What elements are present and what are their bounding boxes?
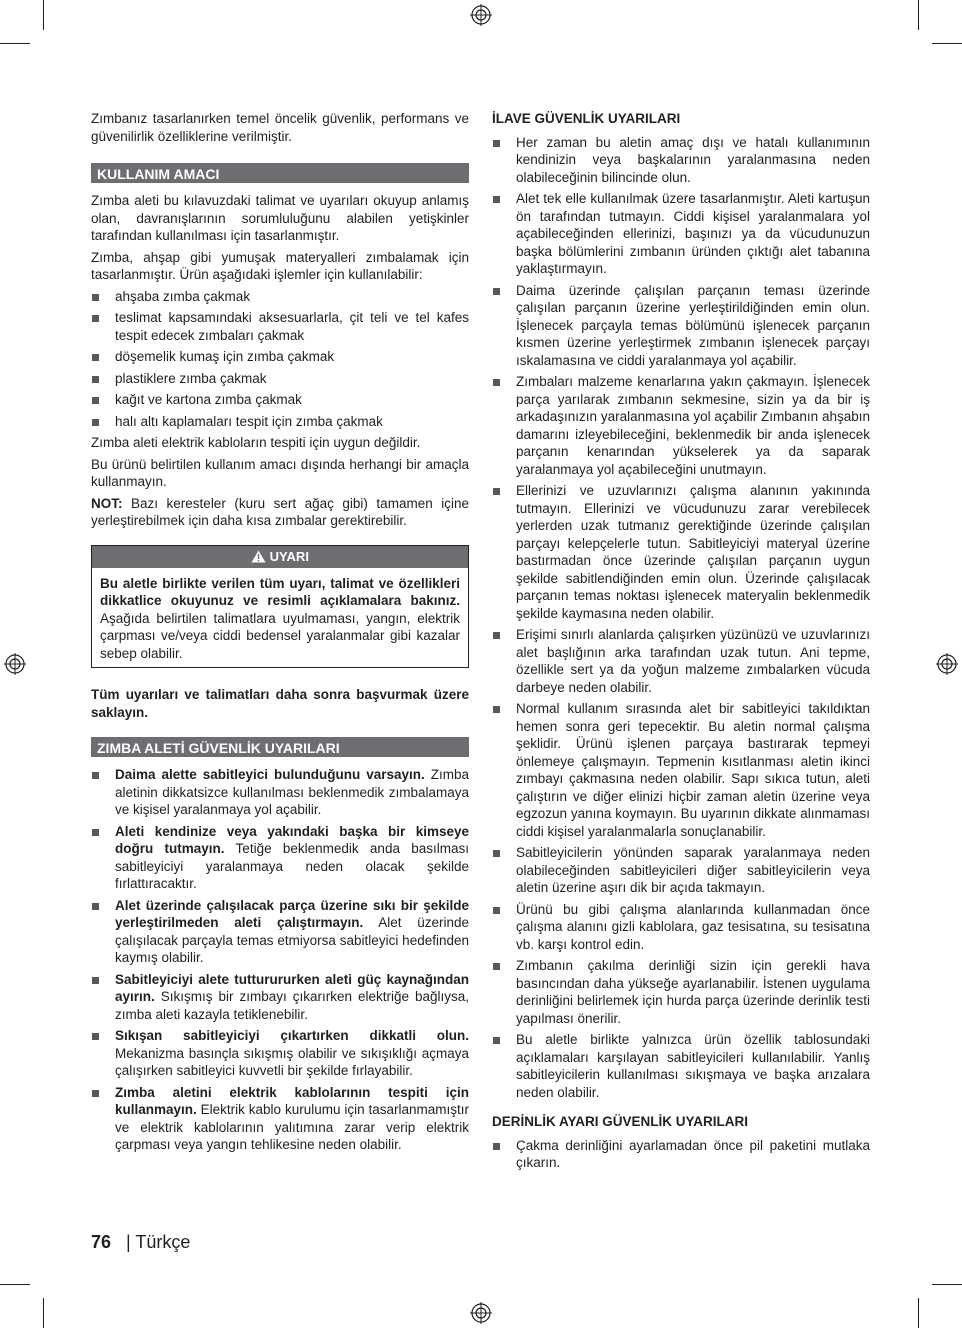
right-column <box>492 110 870 1176</box>
warning-text: Aşağıda belirtilen talimatlara uyulmaması, yangın, elektrik çarpması ve/veya ciddi bedensel yaralanmalar gibi kazalar sebep olabilir. <box>100 610 460 661</box>
item-text: Zımba aletinin dikkatsizce kullanılması beklenmedik zımbalamaya ve kişisel yaralanmaya yol açabilir. <box>115 767 469 817</box>
list-item: Her zaman bu aletin amaç dışı ve hatalı kullanımının kendinizin veya başkalarının yaralanmasına neden olabileceğinin bilincinde olun. <box>492 134 870 187</box>
list-item: Normal kullanım sırasında alet bir sabitleyici takıldıktan hemen sonra geri tepecektir. Bu aletin normal çalışma şeklidir. Ürünü işlenen parçaya bastırarak tepmeyi önlemeye çalışmayın. Tepmenin kısıtlanması aletin ikinci zımbayı çakmasına neden olabilir. Sapı sıkıca tutun, aleti çalıştırın ve diğer elinizi hiçbir zaman aletin üzerine veya egzozun yanına koymayın. Bu uyarının dikkate alınmaması ciddi kişisel yaralanmalarla sonuçlanabilir. <box>492 700 870 840</box>
list-item: Çakma derinliğini ayarlamadan önce pil paketini mutlaka çıkarın. <box>492 1137 870 1172</box>
item-text: Tetiğe beklenmedik anda basılması sabitleyiciyi yaralanmaya neden olacak şekilde fırlattıracaktır. <box>115 841 469 891</box>
paragraph: Zımba aleti elektrik kabloların tespiti için uygun değildir. <box>91 435 421 450</box>
list-item <box>91 897 469 967</box>
crop-mark <box>918 0 919 30</box>
registration-mark-icon <box>470 4 492 26</box>
additional-safety-list <box>492 134 870 1102</box>
crop-mark <box>918 1298 919 1328</box>
registration-mark-icon <box>470 1302 492 1324</box>
list-item: döşemelik kumaş için zımba çakmak <box>91 348 469 366</box>
list-item: Sabitleyicilerin yönünden saparak yaralanmaya neden olabileceğinden sabitleyicileri diğer sabitleyicilerin veya aletin üzerine aşırı dik bir açıda takmayın. <box>492 844 870 897</box>
section-heading-safety: ZIMBA ALETİ GÜVENLİK UYARILARI <box>91 737 469 757</box>
list-item: Zımbanın çakılma derinliği sizin için gerekli hava basıncından daha yükseğe ayarlanabilir. İstenen uygulama derinliğini belirlemek için hurda parça üzerinde derinlik testi yapılması önerilir. <box>492 957 870 1027</box>
crop-mark <box>932 1284 962 1285</box>
list-item <box>91 1084 469 1154</box>
left-column <box>91 110 469 1158</box>
page-footer <box>91 1232 190 1253</box>
list-item: Alet tek elle kullanılmak üzere tasarlanmıştır. Aleti kartuşun ön tarafından tutmayın. Ciddi kişisel yaralanmalara yol açabileceğinden ellerinizi, başınızı ya da vücudunuzun başka bölümlerini zımbanın üründen çıktığı alet tabanına yaklaştırmayın. <box>492 190 870 278</box>
note <box>91 495 469 530</box>
item-text: Sıkışmış bir zımbayı çıkarırken elektriğe bağlıysa, zımba aleti kazayla tetiklenebilir. <box>115 989 469 1022</box>
intro-text: Zımbanız tasarlanırken temel öncelik güvenlik, performans ve güvenilirlik özelliklerine verilmiştir. <box>91 111 469 144</box>
item-bold: Aleti kendinize veya yakındaki başka bir kimseye doğru tutmayın. <box>115 823 469 856</box>
item-bold: Sabitleyiciyi alete tutturururken aleti güç kaynağından ayırın. <box>115 971 469 1004</box>
list-item: Ürünü bu gibi çalışma alanlarında kullanmadan önce çalışma alanını gizli kablolara, gaz tesisatına, su tesisatına vb. karşı kontrol edin. <box>492 901 870 954</box>
warning-box <box>91 545 469 669</box>
list-item: Daima üzerinde çalışılan parçanın teması üzerinde çalışılan parçanın üzerine yerleştirildiğinden emin olun. İşlenecek parçayla temas bölümünü işlenecek parçanın kısmen üzerine yerleştirmek zımbanın işlenecek parçayı ıskalamasına ve ciddi yaralanmaya yol açabilir. <box>492 282 870 370</box>
list-item: Bu aletle birlikte yalnızca ürün özellik tablosundaki açıklamaları karşılayan sabitleyicileri kullanılabilir. Yanlış sabitleyicilerin kullanılması sıkışmaya ve başka arızalara neden olabilir. <box>492 1031 870 1101</box>
list-item <box>91 971 469 1024</box>
registration-mark-icon <box>936 653 958 675</box>
language-label: | Türkçe <box>126 1232 191 1252</box>
list-item <box>91 823 469 893</box>
crop-mark <box>0 43 30 44</box>
crop-mark <box>43 1298 44 1328</box>
warning-header <box>92 546 468 568</box>
item-bold: Zımba aletini elektrik kablolarının tespiti için kullanmayın. <box>115 1084 469 1117</box>
safety-list <box>91 766 469 1154</box>
item-bold: Alet üzerinde çalışılacak parça üzerine sıkı bir şekilde yerleştirilmeden aleti çalıştırmayın. <box>115 897 469 930</box>
item-text: Elektrik kablo kurulumu için tasarlanmamıştır ve elektrik kablolarının yalıtımına zarar verip elektrik çarpması veya yangın tehlikesine neden olabilir. <box>115 1102 469 1152</box>
list-item: Ellerinizi ve uzuvlarınızı çalışma alanının yakınında tutmayın. Ellerinizi ve vücudunuzu zarar verebilecek yerlerden uzak tutmanız gerektiğinde üzerinde çalışılan parçayı kelepçelerle tutun. Sabitleyiciyi materyal üzerine bastırmadan önce üzerinde çalışılan parçanın uygun şekilde sabitlendiğinden emin olun. Üzerinde çalışılacak parçanın temas noktası işlenecek materyalin beklenmedik şekilde kaymasına neden olabilir. <box>492 482 870 622</box>
warning-title: UYARI <box>269 548 309 564</box>
item-text: Mekanizma basınçla sıkışmış olabilir ve sıkışıklığı açmaya çalışırken sabitleyici kuvvetli bir şekilde fırlayabilir. <box>115 1045 469 1078</box>
paragraph: Bu ürünü belirtilen kullanım amacı dışında herhangi bir amaçla kullanmayın. <box>91 456 469 489</box>
usage-list <box>91 288 469 431</box>
warning-bold-text: Bu aletle birlikte verilen tüm uyarı, talimat ve özellikleri dikkatlice okuyunuz ve resimli açıklamalara bakınız. <box>100 575 460 608</box>
note-text: Bazı keresteler (kuru sert ağaç gibi) tamamen içine yerleştirebilmek için daha kısa zımbalar gerektirebilir. <box>91 495 469 528</box>
note-label: NOT: <box>91 495 123 511</box>
page-number: 76 <box>91 1232 112 1252</box>
item-bold: Sıkışan sabitleyiciyi çıkartırken dikkatli olun. <box>115 1028 469 1043</box>
list-item: ahşaba zımba çakmak <box>91 288 469 306</box>
list-item: halı altı kaplamaları tespit için zımba çakmak <box>91 413 469 431</box>
list-item: kağıt ve kartona zımba çakmak <box>91 391 469 409</box>
crop-mark <box>0 1284 30 1285</box>
warning-body <box>92 568 468 668</box>
section-heading-intended-use: KULLANIM AMACI <box>91 163 469 183</box>
depth-safety-list <box>492 1137 870 1172</box>
list-item <box>91 1027 469 1080</box>
item-bold: Daima alette sabitleyici bulunduğunu varsayın. <box>115 767 425 782</box>
paragraph: Zımba, ahşap gibi yumuşak materyalleri zımbalamak için tasarlanmıştır. Ürün aşağıdaki işlemler için kullanılabilir: <box>91 249 469 282</box>
section-heading-additional-safety: İLAVE GÜVENLİK UYARILARI <box>492 111 681 126</box>
list-item: Zımbaları malzeme kenarlarına yakın çakmayın. İşlenecek parça yarılarak zımbanın sekmesine, sizin ya da bir iş arkadaşınızın yaralanmasına yol açabilir Zımbanın ahşabın damarını izleyebileceğini, beklenmedik bir anda işlenecek parçanın kenarından yükselerek ya da saparak yaralanmaya yol açabileceğini unutmayın. <box>492 373 870 478</box>
crop-mark <box>43 0 44 30</box>
item-text: Alet üzerinde çalışılacak parçayla temas etmiyorsa sabitleyici hedefinden kaymış olabilir. <box>115 915 469 965</box>
list-item: teslimat kapsamındaki aksesuarlarla, çit teli ve tel kafes tespit edecek zımbaları çakmak <box>91 309 469 344</box>
crop-mark <box>932 43 962 44</box>
warning-triangle-icon <box>251 550 266 563</box>
list-item <box>91 766 469 819</box>
list-item: Erişimi sınırlı alanlarda çalışırken yüzünüzü ve uzuvlarınızı alet başlığının arka tarafından uzak tutun. Ani tepme, özellikle sert ya da yoğun malzeme zımbalarken vücuda darbeye neden olabilir. <box>492 626 870 696</box>
section-heading-depth-safety: DERİNLİK AYARI GÜVENLİK UYARILARI <box>492 1114 749 1129</box>
list-item: plastiklere zımba çakmak <box>91 370 469 388</box>
registration-mark-icon <box>4 653 26 675</box>
paragraph: Zımba aleti bu kılavuzdaki talimat ve uyarıları okuyup anlamış olan, davranışlarının sorumluluğunu alabilen yetişkinler tarafından kullanılması için tasarlanmıştır. <box>91 193 469 243</box>
keep-instructions: Tüm uyarıları ve talimatları daha sonra başvurmak üzere saklayın. <box>91 687 469 720</box>
